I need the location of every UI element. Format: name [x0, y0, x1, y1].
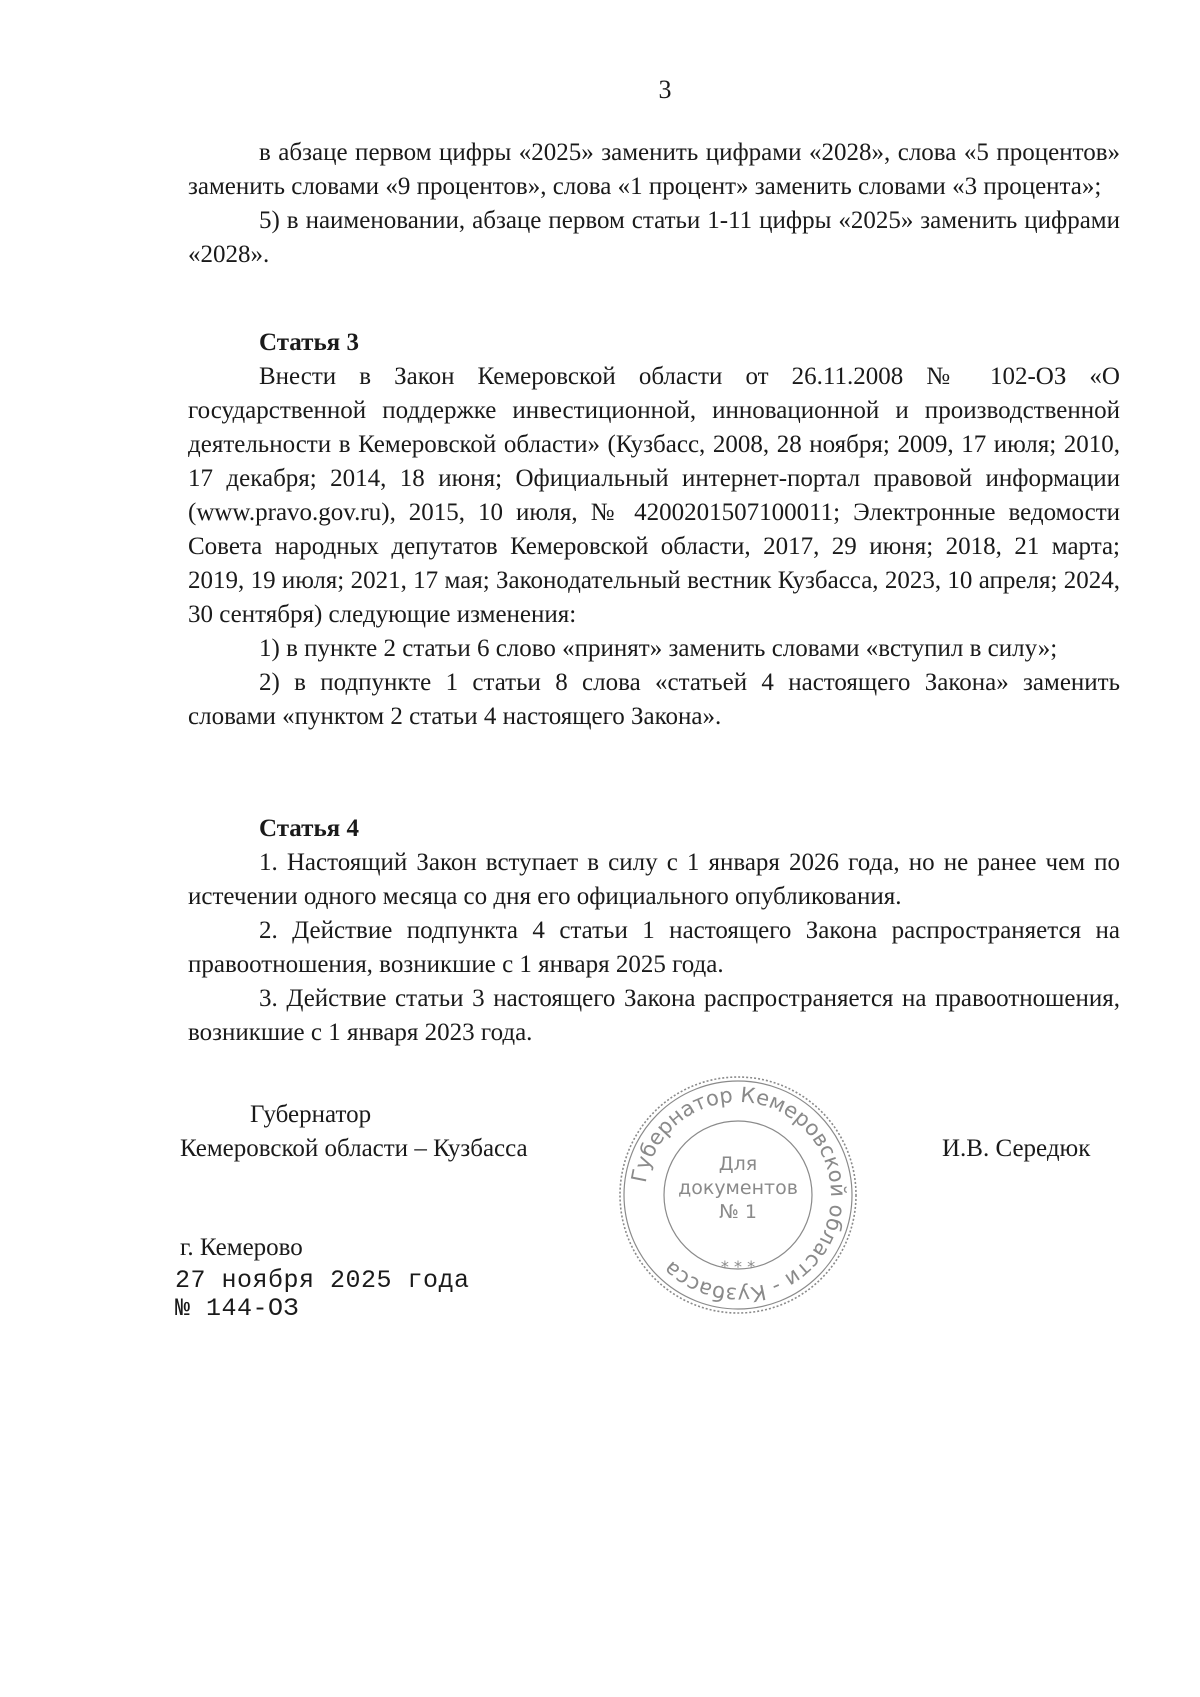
paragraph: 5) в наименовании, абзаце первом статьи 1-11 цифры «2025» заменить цифрами «2028». [188, 207, 1120, 268]
seal-center-line1: Для [718, 1153, 758, 1175]
article-heading: Статья 4 [259, 815, 359, 842]
top-section [188, 136, 1120, 272]
paragraph: 1. Настоящий Закон вступает в силу с 1 января 2026 года, но не ранее чем по истечении одного месяца со дня его официального опубликования. [188, 849, 1120, 910]
place-of-signing: г. Кемерово [180, 1234, 303, 1261]
paragraph: в абзаце первом цифры «2025» заменить цифрами «2028», слова «5 процентов» заменить словами «9 процентов», слова «1 процент» заменить словами «3 процента»; [188, 139, 1120, 200]
article-heading: Статья 3 [259, 329, 359, 356]
signatory-title [180, 1098, 528, 1166]
law-date: 27 ноября 2025 года [175, 1266, 470, 1295]
seal-stars: * * * [720, 1257, 756, 1276]
official-seal [615, 1072, 861, 1318]
paragraph: 3. Действие статьи 3 настоящего Закона распространяется на правоотношения, возникшие с 1 января 2023 года. [188, 985, 1120, 1046]
law-number: № 144-ОЗ [175, 1294, 300, 1323]
paragraph: 2. Действие подпункта 4 статьи 1 настоящего Закона распространяется на правоотношения, возникшие с 1 января 2025 года. [188, 917, 1120, 978]
seal-ring-text: Губернатор Кемеровской области - Кузбасса [626, 1082, 851, 1308]
paragraph: Внести в Закон Кемеровской области от 26.11.2008 № 102-ОЗ «О государственной поддержке инвестиционной, инновационной и производственной деятельности в Кемеровской области» (Кузбасс, 2008, 28 ноября; 2009, 17 июля; 2010, 17 декабря; 2014, 18 июня; Официальный интернет-портал правовой информации (www.pravo.gov.ru), 2015, 10 июля, № 4200201507100011; Электронные ведомости Совета народных депутатов Кемеровской области, 2017, 29 июня; 2018, 21 марта; 2019, 19 июля; 2021, 17 мая; Законодательный вестник Кузбасса, 2023, 10 апреля; 2024, 30 сентября) следующие изменения: [188, 363, 1120, 628]
signatory-name: И.В. Середюк [942, 1135, 1091, 1162]
signatory-title-line1: Губернатор [250, 1101, 372, 1128]
seal-center-line2: документов [678, 1177, 798, 1199]
article-4 [188, 812, 1120, 1050]
paragraph: 2) в подпункте 1 статьи 8 слова «статьей 4 настоящего Закона» заменить словами «пунктом 2 статьи 4 настоящего Закона». [188, 669, 1120, 730]
signatory-title-line2: Кемеровской области – Кузбасса [180, 1135, 528, 1162]
article-3 [188, 326, 1120, 734]
seal-center-line3: № 1 [719, 1201, 757, 1223]
page-number: 3 [658, 75, 672, 104]
paragraph: 1) в пункте 2 статьи 6 слово «принят» заменить словами «вступил в силу»; [259, 635, 1058, 662]
